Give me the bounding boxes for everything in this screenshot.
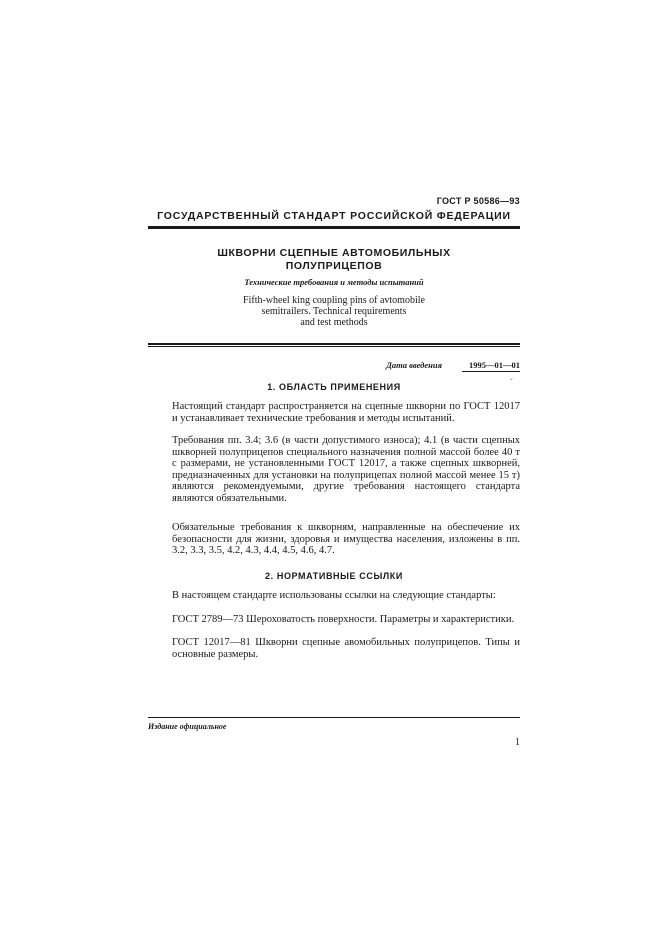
date-value: 1995—01—01 <box>462 360 520 372</box>
section-1-paragraph-1: Настоящий стандарт распространяется на сцепные шкворни по ГОСТ 12017 и устанавливает технические требования и методы испытаний. <box>172 401 520 424</box>
section-1-heading: 1. ОБЛАСТЬ ПРИМЕНЕНИЯ <box>267 382 401 392</box>
subtitle-en-line-1: Fifth-wheel king coupling pins of avtomobile <box>243 295 425 306</box>
subtitle-russian: Технические требования и методы испытаний <box>244 277 424 287</box>
subtitle-en-line-2: semitrailers. Technical requirements <box>261 306 407 317</box>
title-divider <box>148 343 520 347</box>
title-line-2: ПОЛУПРИЦЕПОВ <box>285 260 383 272</box>
scan-mark: ˘ <box>510 377 513 386</box>
section-2-heading: 2. НОРМАТИВНЫЕ ССЫЛКИ <box>265 571 403 581</box>
title-line-1: ШКВОРНИ СЦЕПНЫЕ АВТОМОБИЛЬНЫХ <box>217 247 451 259</box>
reference-gost-12017: ГОСТ 12017—81 Шкворни сцепные авомобильных полуприцепов. Типы и основные размеры. <box>172 637 520 660</box>
header-divider <box>148 226 520 229</box>
official-edition-label: Издание официальное <box>148 722 227 731</box>
date-label: Дата введения <box>386 360 442 370</box>
agency-title: ГОСУДАРСТВЕННЫЙ СТАНДАРТ РОССИЙСКОЙ ФЕДЕРАЦИИ <box>157 210 511 222</box>
section-2-intro: В настоящем стандарте использованы ссылки на следующие стандарты: <box>172 590 496 601</box>
document-title <box>148 247 520 273</box>
section-1-paragraph-2: Требования пп. 3.4; 3.6 (в части допустимого износа); 4.1 (в части сцепных шкворней полуприцепов специального назначения полной массой более 40 т с размерами, не установленными ГОСТ 12017, а также сцепных шкворней, предназначенных для установки на полуприцепах полной массой менее 15 т) являются рекомендуемыми, другие требования настоящего стандарта являются обязательными. <box>172 435 520 504</box>
reference-gost-2789: ГОСТ 2789—73 Шероховатость поверхности. Параметры и характеристики. <box>172 614 515 625</box>
subtitle-english <box>148 295 520 328</box>
gost-code: ГОСТ Р 50586—93 <box>436 196 520 206</box>
page-number: 1 <box>515 737 520 748</box>
footer-divider <box>148 717 520 718</box>
subtitle-en-line-3: and test methods <box>300 317 368 328</box>
section-1-paragraph-3: Обязательные требования к шкворням, направленные на обеспечение их безопасности для жизни, здоровья и имущества населения, изложены в пп. 3.2, 3.3, 3.5, 4.2, 4.3, 4.4, 4.5, 4.6, 4.7. <box>172 522 520 556</box>
